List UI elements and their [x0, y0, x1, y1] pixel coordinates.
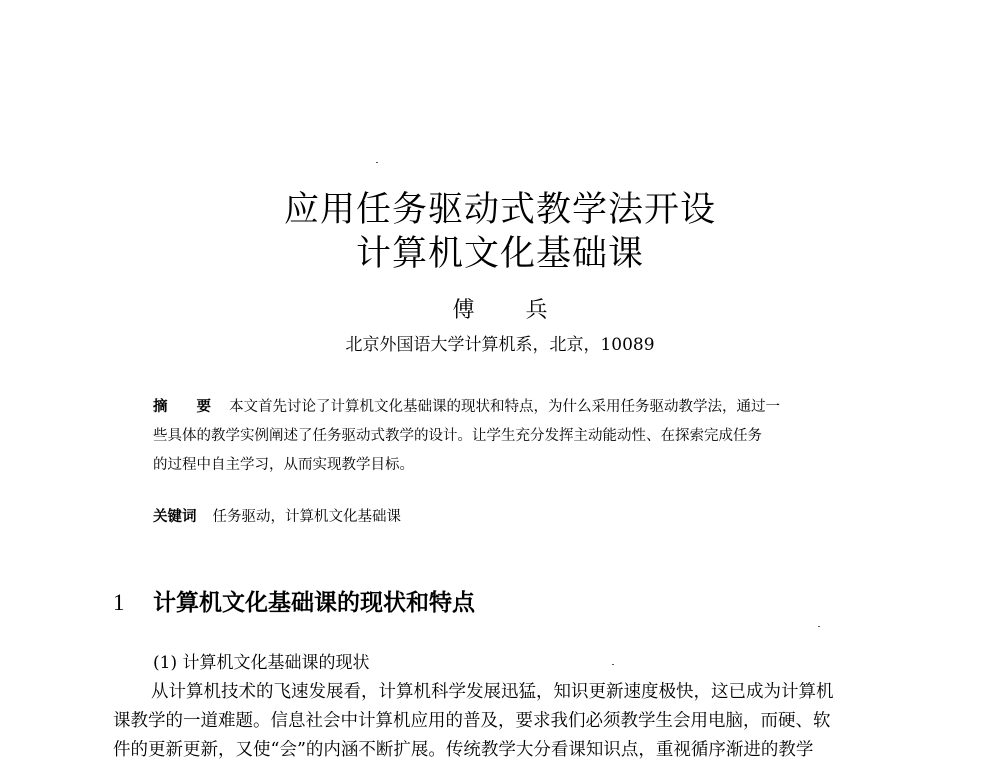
scan-speck — [612, 664, 614, 665]
body-line: 件的更新更新，又使“会”的内涵不断扩展。传统教学大分看课知识点，重视循序渐进的教学 — [113, 740, 814, 760]
paper-title-line-1: 应用任务驱动式教学法开设 — [283, 190, 716, 230]
section-heading — [113, 586, 475, 620]
scan-speck — [818, 626, 820, 627]
keywords-value: 任务驱动，计算机文化基础课 — [212, 509, 401, 525]
abstract — [153, 393, 868, 480]
body-line: 课教学的一道难题。信息社会中计算机应用的普及，要求我们必须教学生会用电脑，而硬、软 — [113, 711, 831, 731]
scan-speck — [376, 162, 378, 163]
abstract-label: 摘 要 — [153, 399, 224, 415]
subsection-title: 计算机文化基础课的现状 — [182, 653, 370, 673]
keywords — [153, 503, 401, 532]
body-line: 从计算机技术的飞速发展看，计算机科学发展迅猛，知识更新速度极快，这已成为计算机 — [151, 682, 834, 702]
author-affiliation: 北京外国语大学计算机系，北京，10089 — [345, 335, 655, 355]
section-title: 计算机文化基础课的现状和特点 — [153, 590, 475, 616]
abstract-line: 些具体的教学实例阐述了任务驱动式教学的设计。让学生充分发挥主动能动性、在探索完成任务 — [153, 428, 762, 444]
subsection-heading — [153, 649, 370, 677]
abstract-line — [153, 393, 868, 422]
body-paragraph — [113, 678, 903, 765]
section-number: 1 — [113, 590, 125, 615]
abstract-text: 本文首先讨论了计算机文化基础课的现状和特点，为什么采用任务驱动教学法，通过一 — [229, 399, 781, 415]
keywords-label: 关键词 — [153, 509, 197, 525]
paper-title-line-2: 计算机文化基础课 — [355, 234, 644, 274]
subsection-number: (1) — [153, 653, 178, 673]
abstract-line: 的过程中自主学习，从而实现教学目标。 — [153, 457, 414, 473]
author-name: 傅 兵 — [452, 298, 570, 323]
